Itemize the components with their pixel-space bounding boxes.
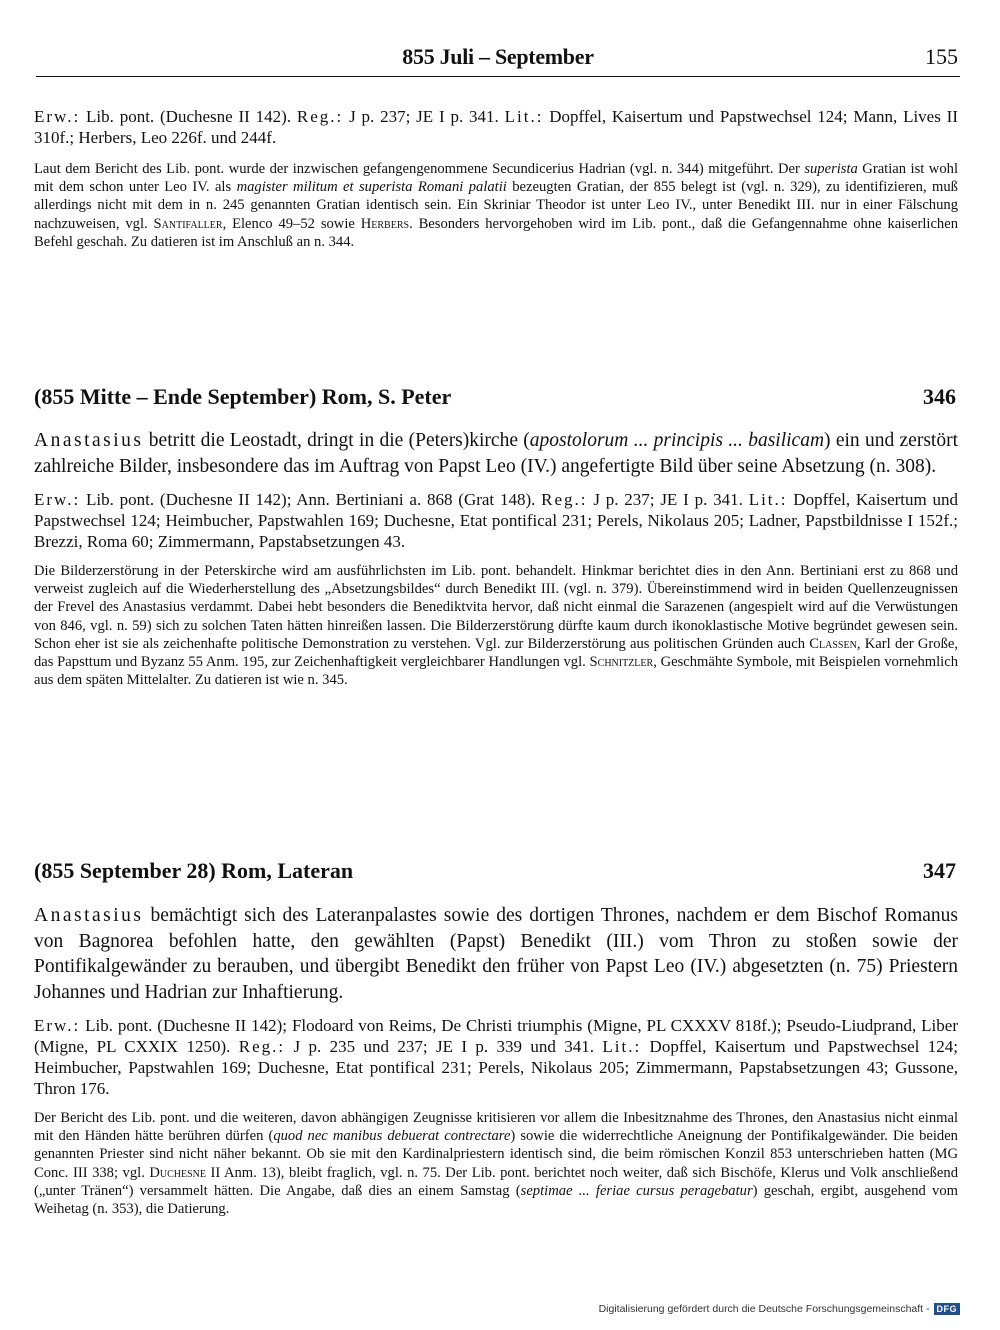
entry-347-summary — [34, 903, 958, 1005]
author-name: Schnitzler — [589, 654, 654, 671]
erw-text: Lib. pont. (Duchesne II 142); Ann. Bertiniani a. 868 (Grat 148). — [80, 490, 542, 509]
entry-345-references — [34, 106, 958, 148]
lit-label: Lit.: — [504, 107, 544, 126]
author-name: Herbers — [360, 215, 410, 232]
comment-text: ) geschah, ergibt, ausgehend vom Weihetag (n. 353), die Datierung. — [34, 1182, 958, 1218]
running-head — [36, 42, 960, 77]
credit-text: Digitalisierung gefördert durch die Deutsche Forschungsgemeinschaft - — [598, 1303, 930, 1315]
entry-347-references — [34, 1015, 958, 1099]
entry-346-body — [34, 428, 958, 689]
lit-label: Lit.: — [748, 490, 788, 509]
person-name: Anastasius — [34, 430, 144, 451]
comment-text: II Anm. 13), bleibt fraglich, vgl. n. 75. Der Lib. pont. berichtet noch weiter, daß sich Bischöfe, Klerus und Volk anschließend („unter Tränen“) versammelt hätten. Die Angabe, daß dies an einem Samstag ( — [34, 1164, 958, 1199]
person-name: Anastasius — [34, 905, 144, 926]
comment-text: , Elenco 49–52 sowie — [222, 215, 361, 232]
erw-label: Erw.: — [34, 1016, 81, 1035]
entry-347-number: 347 — [923, 858, 956, 883]
entry-345-commentary — [34, 160, 958, 251]
running-title: 855 Juli – September — [402, 44, 594, 69]
entry-346-references — [34, 489, 958, 552]
comment-italic: magister militum et superista Romani palatii — [236, 179, 507, 196]
summary-text: bemächtigt sich des Lateranpalastes sowie des dortigen Thrones, nachdem er dem Bischof Romanus von Bagnorea befohlen hatte, den gewählten (Papst) Benedikt (III.) vom Thron zu stoßen sowie der Pontifikalgewänder zu berauben, und übergibt Benedikt den früher von Papst Leo (IV.) abgesetzten (n. 75) Priestern Johannes und Hadrian zur Inhaftierung. — [34, 905, 958, 1003]
comment-text: , Geschmähte Symbole, mit Beispielen vornehmlich aus dem späten Mittelalter. Zu datieren ist wie n. 345. — [34, 654, 958, 689]
reg-text: J p. 237; JE I p. 341. — [343, 107, 505, 126]
entry-345-tail — [34, 106, 958, 251]
entry-347-header — [34, 858, 958, 888]
entry-346-summary — [34, 428, 958, 479]
comment-italic: septimae ... feriae cursus peragebatur — [520, 1182, 753, 1199]
entry-346-commentary — [34, 562, 958, 689]
entry-347-body — [34, 903, 958, 1218]
lit-text: Dopffel, Kaisertum und Papstwechsel 124; Mann, Lives II 310f.; Herbers, Leo 226f. und 244f. — [34, 107, 958, 147]
lit-label: Lit.: — [602, 1037, 642, 1056]
comment-italic: quod nec manibus debuerat contrectare — [273, 1128, 511, 1145]
author-name: Santifaller — [153, 215, 223, 232]
comment-italic: superista — [804, 161, 858, 177]
comment-text: Laut dem Bericht des Lib. pont. wurde der inzwischen gefangengenommene Secundicerius Hadrian (vgl. n. 344) mitgeführt. Der — [34, 161, 805, 177]
erw-label: Erw.: — [34, 107, 81, 126]
reg-label: Reg.: — [541, 490, 588, 509]
comment-text: , Karl der Große, das Papsttum und Byzanz 55 Anm. 195, zur Zeichenhaftigkeit vergleichbarer Handlungen vgl. — [34, 635, 958, 671]
summary-italic: apostolorum ... principis ... basilicam — [529, 430, 825, 451]
erw-label: Erw.: — [34, 490, 81, 509]
lit-text: Dopffel, Kaisertum und Papstwechsel 124; Heimbucher, Papstwahlen 169; Duchesne, Etat pontifical 231; Perels, Nikolaus 205; Ladner, Papstbildnisse I 152f.; Brezzi, Roma 60; Zimmermann, Papstabsetzungen 43. — [34, 490, 959, 551]
author-name: Classen — [809, 635, 857, 652]
author-name: Duchesne — [149, 1164, 207, 1181]
comment-text: Der Bericht des Lib. pont. und die weiteren, davon abhängigen Zeugnisse kritisieren vor allem die Inbesitznahme des Thrones, den Anastasius nicht einmal mit den Händen hätte berühren dürfen ( — [34, 1110, 958, 1145]
erw-text: Lib. pont. (Duchesne II 142); Flodoard von Reims, De Christi triumphis (Migne, PL CXXXV 818f.); Pseudo-Liudprand, Liber (Migne, PL CXXIX 1250). — [34, 1016, 958, 1056]
reg-text: J p. 237; JE I p. 341. — [587, 490, 749, 509]
entry-347-commentary — [34, 1109, 958, 1218]
comment-text: bezeugten Gratian, der 855 belegt ist (vgl. n. 329), zu identifizieren, muß allerdings nicht mit dem in n. 245 genannten Gratian identisch sein. Ein Skriniar Theodor ist unter Leo IV., unter Benedikt III. nur in einer Fälschung nachzuweisen, vgl. — [34, 179, 958, 232]
comment-text: ) sowie die widerrechtliche Aneignung der Pontifikalgewänder. Die beiden genannten Priester sind nicht näher bekannt. Ob sie mit den Kardinalpriestern identisch sind, die beim römischen Konzil 853 unterschrieben hatten (MG Conc. III 338; vgl. — [34, 1128, 958, 1181]
lit-text: Dopffel, Kaisertum und Papstwechsel 124; Heimbucher, Papstwahlen 169; Duchesne, Etat pontifical 231; Perels, Nikolaus 205; Zimmermann, Papstabsetzungen 43; Gussone, Thron 176. — [34, 1037, 958, 1098]
comment-text: Die Bilderzerstörung in der Peterskirche wird am ausführlichsten im Lib. pont. behandelt. Hinkmar berichtet dies in den Ann. Bertiniani erst zu 868 und verweist zugleich auf die Wiederherstellung des „Absetzungsbildes“ durch Benedikt III. (vgl. n. 379). Übereinstimmend wird in beiden Quellenzeugnissen der Frevel des Anastasius verdammt. Dabei hebt besonders die Benediktvita hervor, daß nicht einmal die Sarazenen (angespielt wird auf die Verwüstungen von 846, vgl. n. 59) sich zu solchen Taten hätten hinreißen lassen. Die Bilderzerstörung dürfte kaum durch ikonoklastische Motive begründet gewesen sein. Schon eher ist sie als zeichenhafte politische Demonstration zu verstehen. Vgl. zur Bilderzerstörung aus politischen Gründen auch — [34, 563, 958, 652]
entry-347-heading: (855 September 28) Rom, Lateran — [34, 858, 354, 883]
dfg-logo: DFG — [934, 1303, 961, 1315]
page-number: 155 — [925, 44, 958, 69]
reg-label: Reg.: — [238, 1037, 286, 1056]
summary-text: ) ein und zerstört zahlreiche Bilder, insbesondere das im Auftrag von Papst Leo (IV.) angefertigte Bild über seine Absetzung (n. 308). — [34, 430, 959, 477]
comment-text: . Besonders hervorgehoben wird im Lib. pont., daß die Gefangennahme ohne kaiserlichen Befehl geschah. Zu datieren ist im Anschluß an n. 344. — [34, 215, 958, 250]
entry-346-header — [34, 384, 958, 414]
reg-text: J p. 235 und 237; JE I p. 339 und 341. — [285, 1037, 603, 1056]
reg-label: Reg.: — [296, 107, 344, 126]
erw-text: Lib. pont. (Duchesne II 142). — [80, 107, 297, 126]
digitization-credit — [599, 1300, 960, 1318]
entry-346-number: 346 — [923, 384, 956, 409]
comment-text: Gratian ist wohl mit dem schon unter Leo IV. als — [34, 161, 958, 196]
summary-text: betritt die Leostadt, dringt in die (Peters)kirche ( — [143, 430, 530, 451]
entry-346-heading: (855 Mitte – Ende September) Rom, S. Peter — [34, 384, 452, 409]
